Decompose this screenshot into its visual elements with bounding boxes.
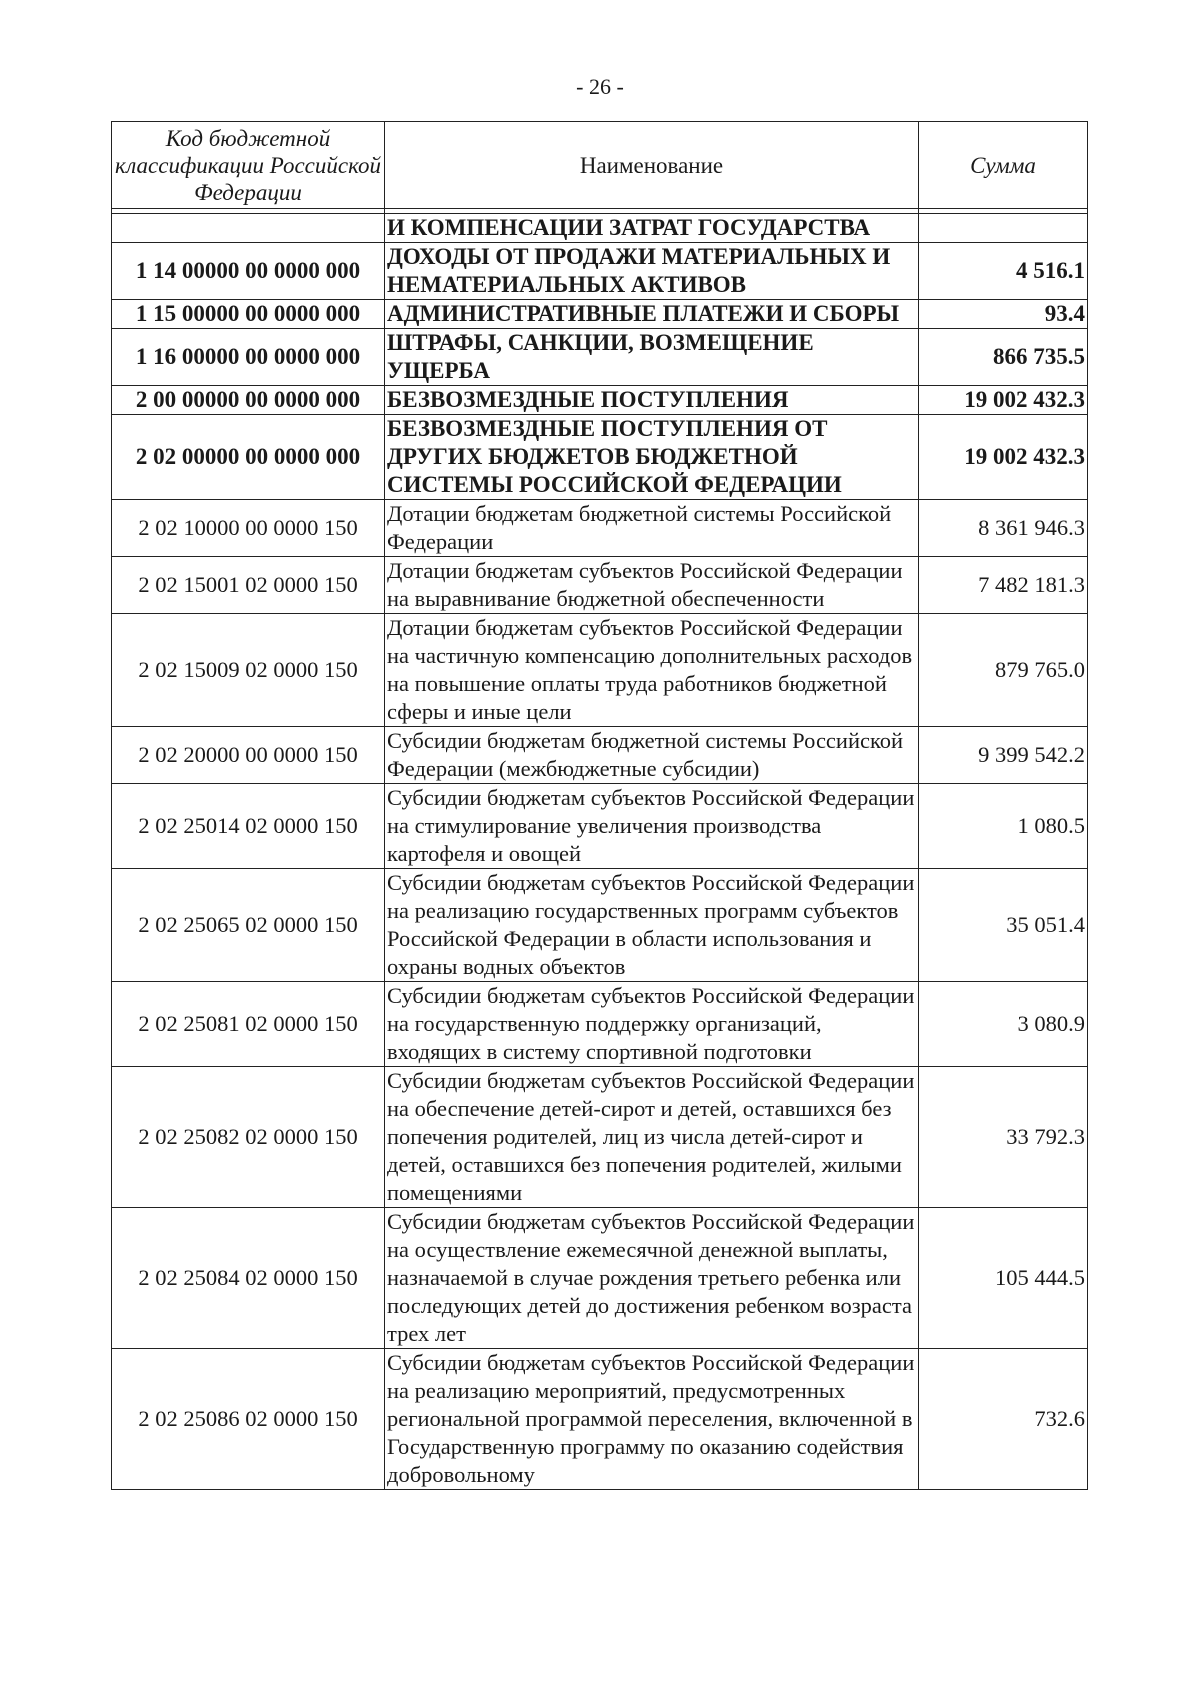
table-row: [112, 1067, 1088, 1208]
row-code: 2 02 25082 02 0000 150: [112, 1067, 385, 1208]
row-sum: 9 399 542.2: [919, 727, 1088, 784]
row-sum: 879 765.0: [919, 614, 1088, 727]
table-row: [112, 557, 1088, 614]
row-name: Субсидии бюджетам субъектов Российской Федерации на реализацию мероприятий, предусмотренных региональной программой переселения, включенной в Государственную программу по оказанию содействия добровольному: [385, 1349, 919, 1490]
table-row: [112, 329, 1088, 386]
row-name: Дотации бюджетам субъектов Российской Федерации на выравнивание бюджетной обеспеченности: [385, 557, 919, 614]
budget-table: [111, 121, 1088, 1490]
table-row: [112, 982, 1088, 1067]
table-header-row: [112, 122, 1088, 209]
row-code: 2 02 25084 02 0000 150: [112, 1208, 385, 1349]
row-sum: 7 482 181.3: [919, 557, 1088, 614]
row-name: БЕЗВОЗМЕЗДНЫЕ ПОСТУПЛЕНИЯ ОТ ДРУГИХ БЮДЖЕТОВ БЮДЖЕТНОЙ СИСТЕМЫ РОССИЙСКОЙ ФЕДЕРАЦИИ: [385, 415, 919, 500]
row-name: Субсидии бюджетам субъектов Российской Федерации на стимулирование увеличения производства картофеля и овощей: [385, 784, 919, 869]
continuation-row: [112, 214, 1088, 243]
row-sum: 4 516.1: [919, 243, 1088, 300]
row-name: БЕЗВОЗМЕЗДНЫЕ ПОСТУПЛЕНИЯ: [385, 386, 919, 415]
page-number: - 26 -: [576, 74, 624, 99]
row-code: 1 14 00000 00 0000 000: [112, 243, 385, 300]
row-name: Субсидии бюджетам субъектов Российской Федерации на осуществление ежемесячной денежной выплаты, назначаемой в случае рождения третьего ребенка или последующих детей до достижения ребенком возраста трех лет: [385, 1208, 919, 1349]
row-sum: 19 002 432.3: [919, 386, 1088, 415]
row-sum: 866 735.5: [919, 329, 1088, 386]
row-sum: 19 002 432.3: [919, 415, 1088, 500]
table-row: [112, 386, 1088, 415]
header-code: Код бюджетной классификации Российской Федерации: [112, 122, 385, 209]
row-sum: 3 080.9: [919, 982, 1088, 1067]
row-code: 2 02 25065 02 0000 150: [112, 869, 385, 982]
table-row: [112, 727, 1088, 784]
table-row: [112, 500, 1088, 557]
table-row: [112, 784, 1088, 869]
row-sum: 732.6: [919, 1349, 1088, 1490]
header-sum: Сумма: [919, 122, 1088, 209]
continuation-name: И КОМПЕНСАЦИИ ЗАТРАТ ГОСУДАРСТВА: [385, 214, 919, 243]
row-code: 2 02 25014 02 0000 150: [112, 784, 385, 869]
table-row: [112, 614, 1088, 727]
row-code: 2 02 00000 00 0000 000: [112, 415, 385, 500]
row-code: 2 02 10000 00 0000 150: [112, 500, 385, 557]
row-code: 2 02 20000 00 0000 150: [112, 727, 385, 784]
row-code: 2 02 15001 02 0000 150: [112, 557, 385, 614]
table-row: [112, 1208, 1088, 1349]
row-code: 2 02 25086 02 0000 150: [112, 1349, 385, 1490]
row-name: Субсидии бюджетам субъектов Российской Федерации на реализацию государственных программ субъектов Российской Федерации в области использования и охраны водных объектов: [385, 869, 919, 982]
table-row: [112, 869, 1088, 982]
row-name: Дотации бюджетам субъектов Российской Федерации на частичную компенсацию дополнительных расходов на повышение оплаты труда работников бюджетной сферы и иные цели: [385, 614, 919, 727]
row-sum: 93.4: [919, 300, 1088, 329]
table-body: [112, 209, 1088, 1490]
row-name: Субсидии бюджетам бюджетной системы Российской Федерации (межбюджетные субсидии): [385, 727, 919, 784]
row-name: АДМИНИСТРАТИВНЫЕ ПЛАТЕЖИ И СБОРЫ: [385, 300, 919, 329]
row-code: 2 02 15009 02 0000 150: [112, 614, 385, 727]
row-code: 2 02 25081 02 0000 150: [112, 982, 385, 1067]
row-code: 1 16 00000 00 0000 000: [112, 329, 385, 386]
continuation-sum: [919, 214, 1088, 243]
row-sum: 1 080.5: [919, 784, 1088, 869]
row-name: Субсидии бюджетам субъектов Российской Федерации на обеспечение детей-сирот и детей, оставшихся без попечения родителей, лиц из числа детей-сирот и детей, оставшихся без попечения родителей, жилыми помещениями: [385, 1067, 919, 1208]
row-name: ШТРАФЫ, САНКЦИИ, ВОЗМЕЩЕНИЕ УЩЕРБА: [385, 329, 919, 386]
row-code: 2 00 00000 00 0000 000: [112, 386, 385, 415]
row-name: Дотации бюджетам бюджетной системы Российской Федерации: [385, 500, 919, 557]
row-sum: 33 792.3: [919, 1067, 1088, 1208]
row-code: 1 15 00000 00 0000 000: [112, 300, 385, 329]
table-row: [112, 300, 1088, 329]
row-sum: 8 361 946.3: [919, 500, 1088, 557]
table-row: [112, 415, 1088, 500]
row-name: ДОХОДЫ ОТ ПРОДАЖИ МАТЕРИАЛЬНЫХ И НЕМАТЕРИАЛЬНЫХ АКТИВОВ: [385, 243, 919, 300]
row-sum: 35 051.4: [919, 869, 1088, 982]
header-name: Наименование: [385, 122, 919, 209]
row-sum: 105 444.5: [919, 1208, 1088, 1349]
row-name: Субсидии бюджетам субъектов Российской Федерации на государственную поддержку организаций, входящих в систему спортивной подготовки: [385, 982, 919, 1067]
continuation-code: [112, 214, 385, 243]
table-row: [112, 243, 1088, 300]
table-row: [112, 1349, 1088, 1490]
